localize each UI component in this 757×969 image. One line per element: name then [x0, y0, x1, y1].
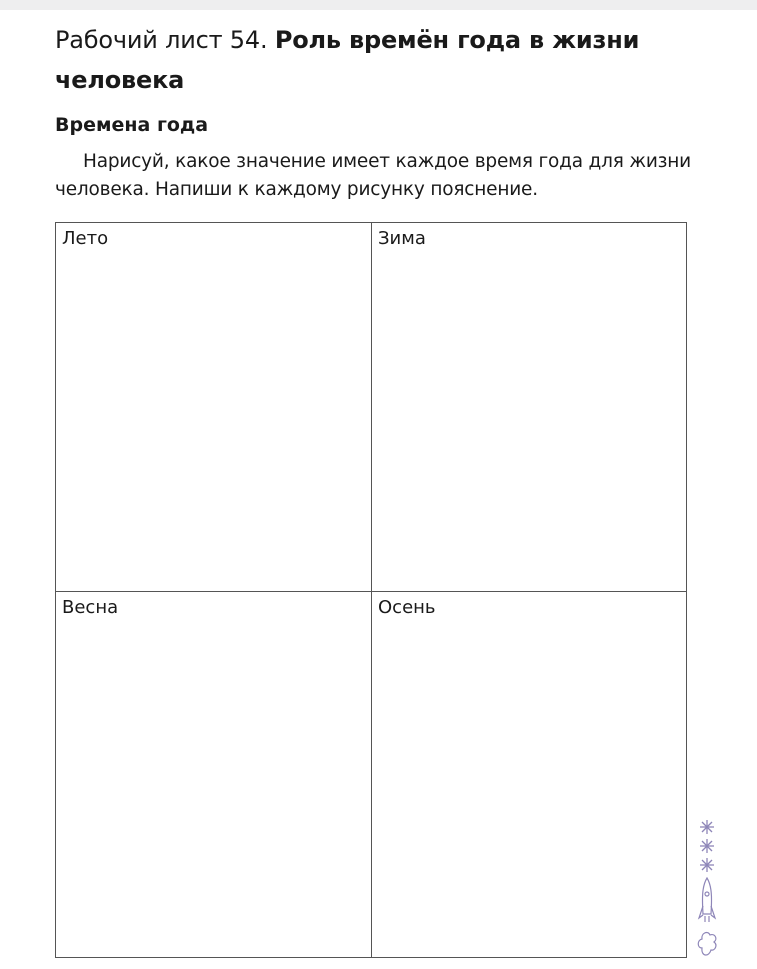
- title-prefix: Рабочий лист 54.: [55, 26, 268, 54]
- page-title: [55, 20, 705, 100]
- autumn-drawing-cell[interactable]: [371, 591, 686, 957]
- rocket-icon: [699, 878, 715, 922]
- spring-drawing-cell[interactable]: [56, 591, 371, 957]
- section-subtitle: Времена года: [55, 114, 209, 136]
- margin-decoration: [696, 818, 718, 964]
- winter-drawing-cell[interactable]: [371, 223, 686, 591]
- snowflake-icon: [700, 839, 714, 853]
- winter-label: Зима: [378, 228, 426, 249]
- summer-label: Лето: [62, 228, 109, 249]
- snowflake-icon: [700, 820, 714, 834]
- title-topic: Роль времён года в жизни человека: [55, 26, 640, 94]
- autumn-label: Осень: [378, 597, 436, 618]
- seasons-drawing-grid: [55, 222, 687, 958]
- cloud-icon: [698, 932, 716, 955]
- task-instructions: Нарисуй, какое значение имеет каждое время года для жизни человека. Напиши к каждому рисунку пояснение.: [55, 151, 692, 200]
- spring-label: Весна: [62, 597, 119, 618]
- snowflake-icon: [700, 858, 714, 872]
- top-margin-strip: [0, 0, 757, 10]
- summer-drawing-cell[interactable]: [56, 223, 371, 591]
